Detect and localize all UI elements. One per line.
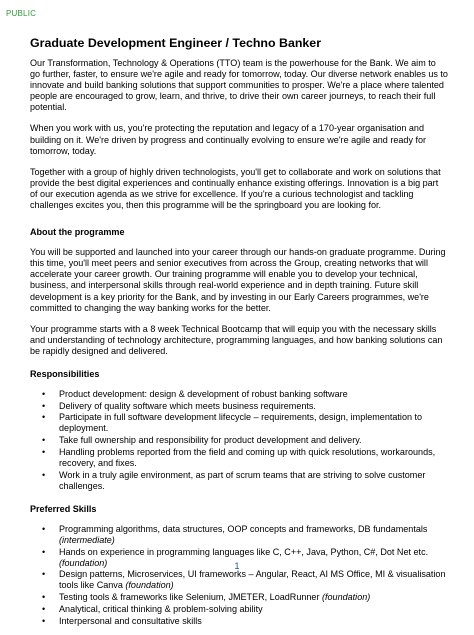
list-item-text: Testing tools & frameworks like Selenium, JMETER, LoadRunner: [59, 592, 322, 603]
list-item-text: Participate in full software development lifecycle – requirements, design, implementation to deployment.: [59, 412, 423, 434]
bullet-icon: •: [42, 388, 46, 399]
responsibilities-list: [30, 389, 448, 492]
list-item: [30, 616, 448, 627]
classification-label: PUBLIC: [6, 9, 37, 18]
about-heading: About the programme: [30, 227, 125, 238]
list-item-text: Work in a truly agile environment, as part of scrum teams that are striving to solve customer challenges.: [59, 469, 426, 491]
bullet-icon: •: [42, 569, 46, 580]
intro-paragraph: Our Transformation, Technology & Operations (TTO) team is the powerhouse for the Bank. We aim to go further, faster, to ensure we're agile and ready for tomorrow, today. Our diverse network enables us to innovate and build banking solutions that support communities to prosper. We're a place where talented people are encouraged to grow, learn, and thrive, to drive their own career journeys, to reach their full potential.: [30, 58, 448, 113]
list-item: [30, 389, 448, 400]
list-item-text: Product development: design & development of robust banking software: [59, 388, 348, 399]
list-item-text: Delivery of quality software which meets business requirements.: [59, 400, 316, 411]
bullet-icon: •: [42, 469, 46, 480]
bullet-icon: •: [42, 400, 46, 411]
page-title: Graduate Development Engineer / Techno Banker: [30, 36, 322, 50]
list-item-text: Programming algorithms, data structures, OOP concepts and frameworks, DB fundamentals: [59, 523, 428, 534]
list-item: [30, 470, 448, 492]
bullet-icon: •: [42, 435, 46, 446]
bullet-icon: •: [42, 603, 46, 614]
list-item: [30, 524, 448, 546]
document-page: [30, 36, 448, 635]
list-item: [30, 401, 448, 412]
intro-paragraph: Together with a group of highly driven technologists, you'll get to collaborate and work on solutions that provide the best digital experiences and continually enhance existing offerings. Innovation is a big part of our execution agenda as we strive for excellence. If you're a curious technologist and tackling challenges excites you, then this programme will be the springboard you are looking for.: [30, 166, 441, 211]
list-item-text: Analytical, critical thinking & problem-solving ability: [59, 603, 263, 614]
responsibilities-heading: Responsibilities: [30, 368, 100, 379]
intro-paragraph: When you work with us, you're protecting the reputation and legacy of a 170-year organisation and building on it. We're driven by progress and continually evolving to ensure we're agile and ready for tomorrow, today.: [30, 123, 427, 156]
list-item: [30, 604, 448, 615]
list-item-text: Take full ownership and responsibility for product development and delivery.: [59, 435, 362, 446]
skill-level-note: (foundation): [125, 580, 174, 591]
list-item: [30, 592, 448, 603]
preferred-skills-list: [30, 524, 448, 627]
bullet-icon: •: [42, 546, 46, 557]
page-number: 1: [234, 561, 240, 571]
bullet-icon: •: [42, 412, 46, 423]
list-item-text: Hands on experience in programming languages like C, C++, Java, Python, C#, Dot Net etc.: [59, 546, 429, 557]
preferred-skills-heading: Preferred Skills: [30, 503, 97, 514]
about-paragraph: You will be supported and launched into your career through our hands-on graduate programme. During this time, you'll meet peers and senior executives from across the Group, creating networks that will accelerate your career growth. Our training programme will enable you to develop your technical, business, and interpersonal skills through real-world experience and in depth training. Future skill development is a key priority for the Bank, and by investing in our Early Careers programmes, we're committed to changing the way banking works for the better.: [30, 247, 446, 313]
bullet-icon: •: [42, 446, 46, 457]
list-item: [30, 435, 448, 446]
bullet-icon: •: [42, 523, 46, 534]
list-item: [30, 569, 448, 591]
skill-level-note: (foundation): [59, 557, 108, 568]
list-item-text: Handling problems reported from the field and coming up with quick resolutions, workarounds, recovery, and fixes.: [59, 446, 436, 468]
bullet-icon: •: [42, 615, 46, 626]
bullet-icon: •: [42, 592, 46, 603]
list-item-text: Interpersonal and consultative skills: [59, 615, 202, 626]
about-paragraph: Your programme starts with a 8 week Technical Bootcamp that will equip you with the necessary skills and understanding of technology architecture, programming languages, and how banking solutions can be rapidly designed and delivered.: [30, 323, 443, 356]
list-item: [30, 447, 448, 469]
list-item-text: Design patterns, Microservices, UI frameworks – Angular, React, AI MS Office, MI & visualisation tools like Canva: [59, 569, 446, 591]
list-item: [30, 412, 448, 434]
skill-level-note: (intermediate): [59, 534, 115, 545]
skill-level-note: (foundation): [321, 592, 371, 603]
